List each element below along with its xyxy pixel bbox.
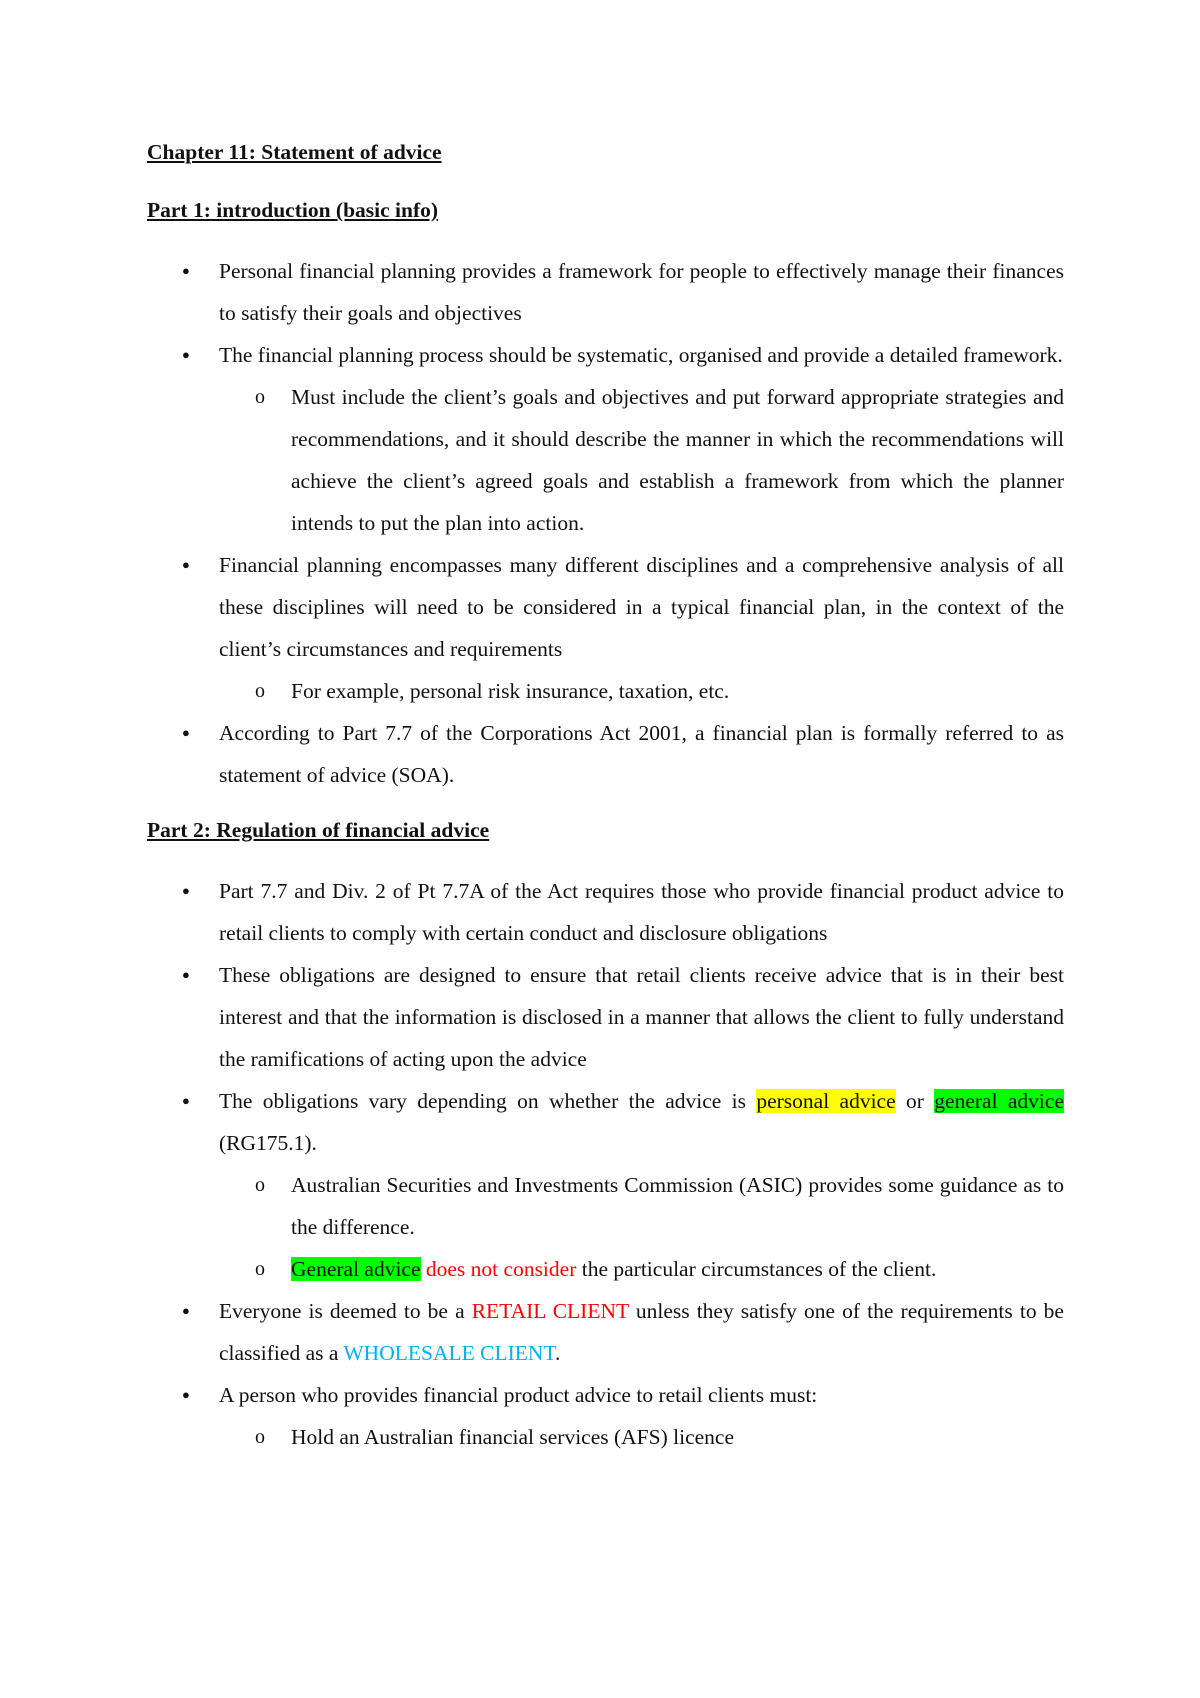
part2-bullet-3-text-1: The obligations vary depending on whether the advice is (219, 1089, 757, 1113)
part1-bullet-3-sublist (219, 670, 1064, 712)
part1-bullet-3 (147, 544, 1064, 712)
general-advice-highlight: general advice (934, 1089, 1064, 1113)
part2-bullet-5-text: A person who provides financial product advice to retail clients must: (219, 1383, 818, 1407)
part1-bullet-2 (147, 334, 1064, 544)
part2-bullet-4-text-2: unless they satisfy one of the requirements to be classified as a (219, 1299, 1064, 1365)
part1-bullet-1: ● Personal financial planning provides a framework for people to effectively manage their finances to satisfy their goals and objectives (147, 250, 1064, 334)
part1-bullet-4: ● According to Part 7.7 of the Corporations Act 2001, a financial plan is formally referred to as statement of advice (SOA). (147, 712, 1064, 796)
part2-bullet-4-text-1: Everyone is deemed to be a (219, 1299, 472, 1323)
wholesale-client-text: WHOLESALE CLIENT (343, 1341, 555, 1365)
part2-bullet-5 (147, 1374, 1064, 1458)
part2-bullet-3 (147, 1080, 1064, 1290)
part1-bullet-3-sub-1: o For example, personal risk insurance, taxation, etc. (218, 670, 1064, 712)
part2-bullet-5-sub-1: o Hold an Australian financial services (AFS) licence (218, 1416, 1064, 1458)
part2-bullet-4-text-3: . (554, 1341, 561, 1365)
part2-list (147, 870, 1064, 1458)
part1-bullet-2-sub-1: o Must include the client’s goals and objectives and put forward appropriate strategies and recommendations, and it should describe the manner in which the recommendations will achieve the client’s agreed goals and establish a framework from which the planner intends to put the plan into action. (218, 376, 1064, 544)
part2-bullet-3-sub-2 (218, 1248, 1064, 1290)
part2-bullet-3-text-2: or (895, 1089, 935, 1113)
chapter-title: Chapter 11: Statement of advice (147, 140, 442, 164)
part2-bullet-3-sub-2-text: the particular circumstances of the client. (576, 1257, 937, 1281)
part2-bullet-3-sublist (219, 1164, 1064, 1290)
part2-bullet-3-sub-1: o Australian Securities and Investments Commission (ASIC) provides some guidance as to the difference. (218, 1164, 1064, 1248)
part2-bullet-2: ● These obligations are designed to ensure that retail clients receive advice that is in their best interest and that the information is disclosed in a manner that allows the client to fully understand the ramifications of acting upon the advice (147, 954, 1064, 1080)
part1-bullet-2-text: The financial planning process should be systematic, organised and provide a detailed framework. (219, 343, 1063, 367)
part1-bullet-2-sublist (219, 376, 1064, 544)
document-page (147, 138, 1064, 1458)
part2-bullet-4 (147, 1290, 1064, 1374)
retail-client-text: RETAIL CLIENT (471, 1299, 629, 1323)
part1-heading: Part 1: introduction (basic info) (147, 198, 439, 222)
personal-advice-highlight: personal advice (756, 1089, 896, 1113)
general-advice-highlight-2: General advice (291, 1257, 421, 1281)
does-not-consider-text: does not consider (425, 1257, 577, 1281)
part1-list (147, 250, 1064, 796)
part2-bullet-5-sublist (219, 1416, 1064, 1458)
part2-heading: Part 2: Regulation of financial advice (147, 818, 490, 842)
part2-bullet-3-text-3: (RG175.1). (219, 1131, 317, 1155)
part1-bullet-3-text: Financial planning encompasses many different disciplines and a comprehensive analysis of all these disciplines will need to be considered in a typical financial plan, in the context of the client’s circumstances and requirements (219, 553, 1064, 661)
part2-bullet-1: ● Part 7.7 and Div. 2 of Pt 7.7A of the Act requires those who provide financial product advice to retail clients to comply with certain conduct and disclosure obligations (147, 870, 1064, 954)
